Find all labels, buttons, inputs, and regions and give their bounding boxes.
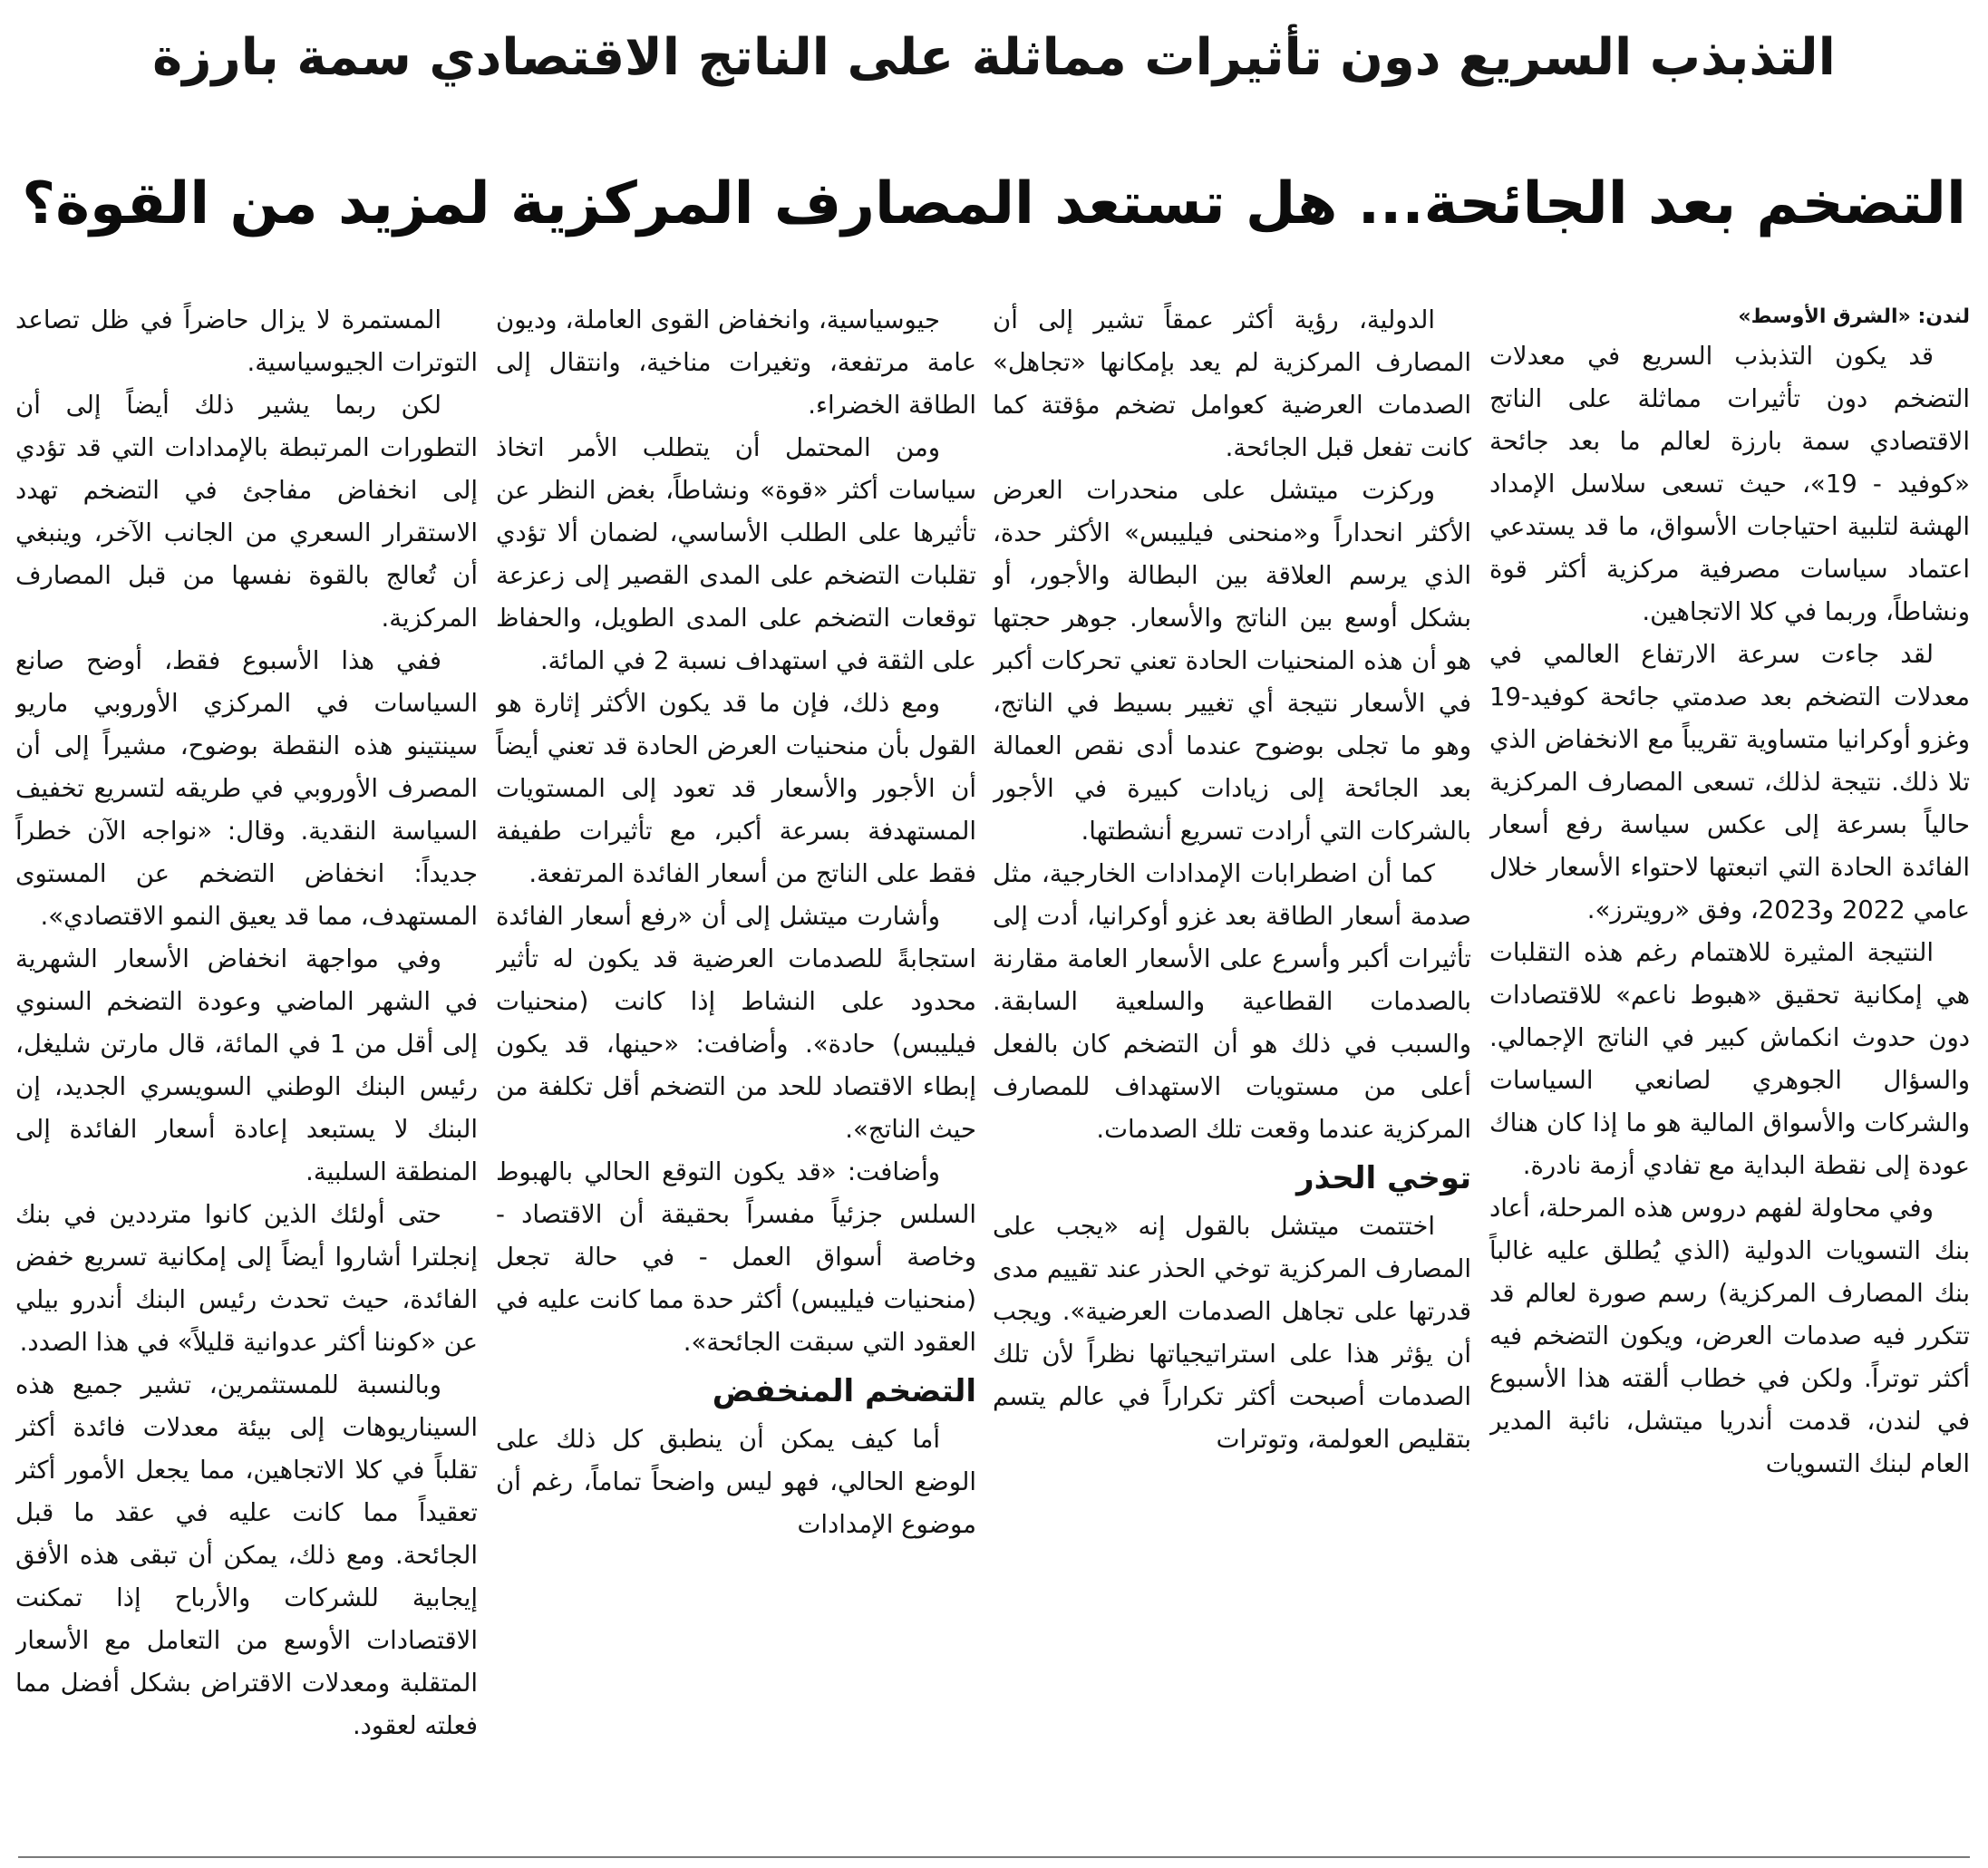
paragraph: قد يكون التذبذب السريع في معدلات التضخم دون تأثيرات مماثلة على الناتج الاقتصادي سمة بارزة لعالم ما بعد جائحة «كوفيد - 19»، حيث تسعى سلاسل الإمداد الهشة لتلبية احتياجات الأسواق، ما قد يستدعي اعتماد سياسات مصرفية مركزية أكثر قوة ونشاطاً، وربما في كلا الاتجاهين. <box>1489 342 1970 626</box>
paragraph: أما كيف يمكن أن ينطبق كل ذلك على الوضع الحالي، فهو ليس واضحاً تماماً، رغم أن موضوع الإمدادات <box>496 1425 976 1539</box>
paragraph: ومع ذلك، فإن ما قد يكون الأكثر إثارة هو القول بأن منحنيات العرض الحادة قد تعني أيضاً أن الأجور والأسعار قد تعود إلى المستويات المستهدفة بسرعة أكبر، مع تأثيرات طفيفة فقط على الناتج من أسعار الفائدة المرتفعة. <box>496 689 976 888</box>
paragraph: وفي محاولة لفهم دروس هذه المرحلة، أعاد بنك التسويات الدولية (الذي يُطلق عليه غالباً بنك المصارف المركزية) رسم صورة لعالم قد تتكرر فيه صدمات العرض، ويكون التضخم فيه أكثر توتراً. ولكن في خطاب ألقته هذا الأسبوع في لندن، قدمت أندريا ميتشل، نائبة المدير العام لبنك التسويات <box>1489 1194 1970 1478</box>
paragraph: كما أن اضطرابات الإمدادات الخارجية، مثل صدمة أسعار الطاقة بعد غزو أوكرانيا، أدت إلى تأثيرات أكبر وأسرع على الأسعار العامة مقارنة بالصدمات القطاعية والسلعية السابقة. والسبب في ذلك هو أن التضخم كان بالفعل أعلى من مستويات الاستهداف للمصارف المركزية عندما وقعت تلك الصدمات. <box>993 859 1471 1144</box>
paragraph: وأشارت ميتشل إلى أن «رفع أسعار الفائدة استجابةً للصدمات العرضية قد يكون له تأثير محدود على النشاط إذا كانت (منحنيات فيليبس) حادة». وأضافت: «حينها، قد يكون إبطاء الاقتصاد للحد من التضخم أقل تكلفة من حيث الناتج». <box>496 902 976 1144</box>
paragraph: وفي مواجهة انخفاض الأسعار الشهرية في الشهر الماضي وعودة التضخم السنوي إلى أقل من 1 في المائة، قال مارتن شليغل، رئيس البنك الوطني السويسري الجديد، إن البنك لا يستبعد إعادة أسعار الفائدة إلى المنطقة السلبية. <box>15 944 478 1186</box>
article-dateline: لندن: «الشرق الأوسط» <box>1738 305 1970 328</box>
paragraph: حتى أولئك الذين كانوا مترددين في بنك إنجلترا أشاروا أيضاً إلى إمكانية تسريع خفض الفائدة، حيث تحدث رئيس البنك أندرو بيلي عن «كوننا أكثر عدوانية قليلاً» في هذا الصدد. <box>15 1200 478 1357</box>
paragraph: ومن المحتمل أن يتطلب الأمر اتخاذ سياسات أكثر «قوة» ونشاطاً، بغض النظر عن تأثيرها على الطلب الأساسي، لضمان ألا تؤدي تقلبات التضخم على المدى القصير إلى زعزعة توقعات التضخم على المدى الطويل، والحفاظ على الثقة في استهداف نسبة 2 في المائة. <box>496 433 976 675</box>
bottom-divider <box>18 1856 1970 1858</box>
section-subheading: التضخم المنخفض <box>712 1373 976 1409</box>
paragraph: وبالنسبة للمستثمرين، تشير جميع هذه السيناريوهات إلى بيئة معدلات فائدة أكثر تقلباً في كلا الاتجاهين، مما يجعل الأمور أكثر تعقيداً مما كانت عليه في عقد ما قبل الجائحة. ومع ذلك، يمكن أن تبقى هذه الأفق إيجابية للشركات والأرباح إذا تمكنت الاقتصادات الأوسع من التعامل مع الأسعار المتقلبة ومعدلات الاقتراض بشكل أفضل مما فعلته لعقود. <box>15 1370 478 1740</box>
article-column-2 <box>993 299 1471 1840</box>
paragraph: اختتمت ميتشل بالقول إنه «يجب على المصارف المركزية توخي الحذر عند تقييم مدى قدرتها على تجاهل الصدمات العرضية». ويجب أن يؤثر هذا على استراتيجياتها نظراً لأن تلك الصدمات أصبحت أكثر تكراراً في عالم يتسم بتقليص العولمة، وتوترات <box>993 1212 1471 1454</box>
paragraph: المستمرة لا يزال حاضراً في ظل تصاعد التوترات الجيوسياسية. <box>15 305 478 377</box>
paragraph: لكن ربما يشير ذلك أيضاً إلى أن التطورات المرتبطة بالإمدادات التي قد تؤدي إلى انخفاض مفاجئ في التضخم تهدد الاستقرار السعري من الجانب الآخر، وينبغي أن تُعالج بالقوة نفسها من قبل المصارف المركزية. <box>15 391 478 633</box>
paragraph: وأضافت: «قد يكون التوقع الحالي بالهبوط السلس جزئياً مفسراً بحقيقة أن الاقتصاد - وخاصة أسواق العمل - في حالة تجعل (منحنيات فيليبس) أكثر حدة مما كانت عليه في العقود التي سبقت الجائحة». <box>496 1157 976 1357</box>
article-column-3 <box>496 299 976 1840</box>
article-column-1 <box>1489 299 1970 1840</box>
article-column-4 <box>15 299 478 1840</box>
paragraph: ففي هذا الأسبوع فقط، أوضح صانع السياسات في المركزي الأوروبي ماريو سينتينو هذه النقطة بوضوح، مشيراً إلى أن المصرف الأوروبي في طريقه لتسريع تخفيف السياسة النقدية. وقال: «نواجه الآن خطراً جديداً: انخفاض التضخم عن المستوى المستهدف، مما قد يعيق النمو الاقتصادي». <box>15 646 478 931</box>
article-headline: التضخم بعد الجائحة... هل تستعد المصارف المركزية لمزيد من القوة؟ <box>22 170 1966 237</box>
paragraph: وركزت ميتشل على منحدرات العرض الأكثر انحداراً و«منحنى فيليبس» الأكثر حدة، الذي يرسم العلاقة بين البطالة والأجور، أو بشكل أوسع بين الناتج والأسعار. جوهر حجتها هو أن هذه المنحنيات الحادة تعني تحركات أكبر في الأسعار نتيجة أي تغيير بسيط في الناتج، وهو ما تجلى بوضوح عندما أدى نقص العمالة بعد الجائحة إلى زيادات كبيرة في الأجور بالشركات التي أرادت تسريع أنشطتها. <box>993 476 1471 846</box>
article-kicker: التذبذب السريع دون تأثيرات مماثلة على الناتج الاقتصادي سمة بارزة <box>152 28 1836 87</box>
section-subheading: توخي الحذر <box>1296 1160 1471 1196</box>
paragraph: جيوسياسية، وانخفاض القوى العاملة، وديون عامة مرتفعة، وتغيرات مناخية، وانتقال إلى الطاقة الخضراء. <box>496 305 976 420</box>
paragraph: الدولية، رؤية أكثر عمقاً تشير إلى أن المصارف المركزية لم يعد بإمكانها «تجاهل» الصدمات العرضية كعوامل تضخم مؤقتة كما كانت تفعل قبل الجائحة. <box>993 305 1471 462</box>
paragraph: لقد جاءت سرعة الارتفاع العالمي في معدلات التضخم بعد صدمتي جائحة كوفيد-19 وغزو أوكرانيا متساوية تقريباً مع الانخفاض الذي تلا ذلك. نتيجة لذلك، تسعى المصارف المركزية حالياً بسرعة إلى عكس سياسة رفع أسعار الفائدة الحادة التي اتبعتها لاحتواء الأسعار خلال عامي 2022 و2023، وفق «رويترز». <box>1489 640 1970 924</box>
paragraph: النتيجة المثيرة للاهتمام رغم هذه التقلبات هي إمكانية تحقيق «هبوط ناعم» للاقتصادات دون حدوث انكماش كبير في الناتج الإجمالي. والسؤال الجوهري لصانعي السياسات والشركات والأسواق المالية هو ما إذا كان هناك عودة إلى نقطة البداية مع تفادي أزمة نادرة. <box>1489 938 1970 1180</box>
